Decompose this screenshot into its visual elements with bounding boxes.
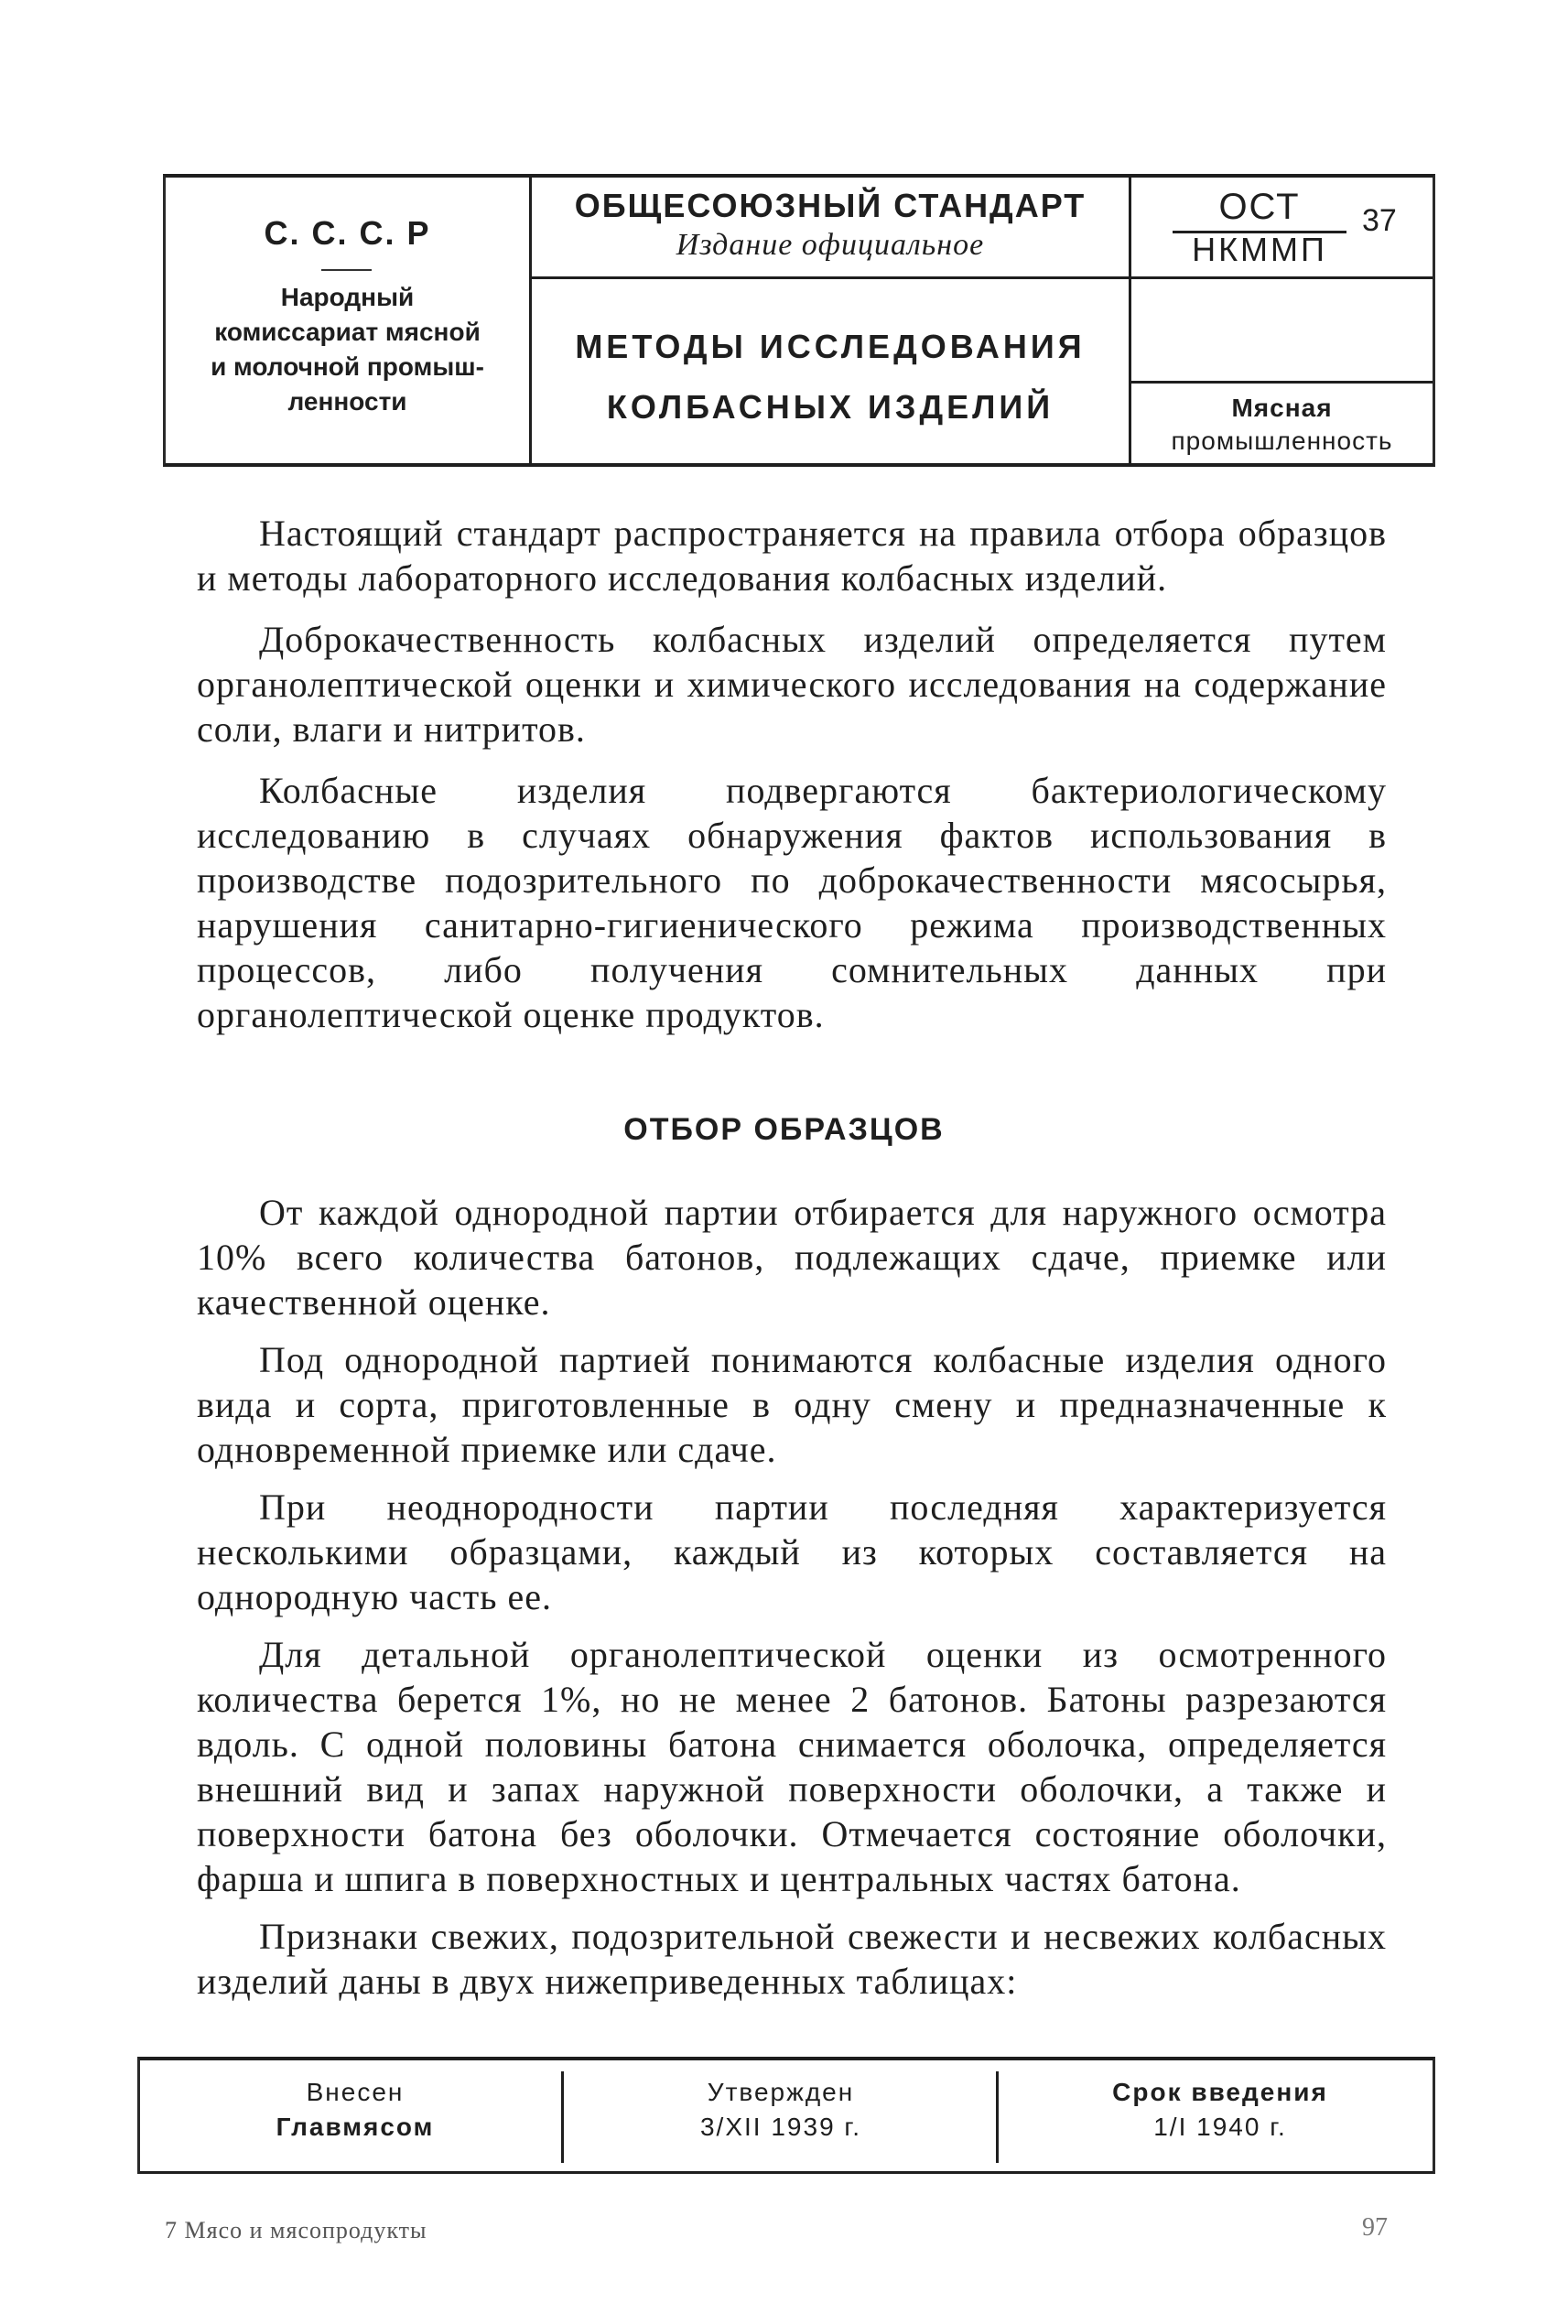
header-divider [1131,381,1433,384]
footer-separator [561,2071,564,2163]
standard-title: ОБЩЕСОЮЗНЫЙ СТАНДАРТ [574,187,1087,224]
page-footer-note: 7 Мясо и мясопродукты [165,2217,427,2243]
header-divider [1131,276,1433,279]
intro-text [197,511,1387,1054]
footer-table [137,2057,1435,2174]
standard-number: 37 [1362,203,1397,238]
paragraph: Для детальной органолептической оценки из осмотренного количества берется 1%, но не менее 2 батонов. Батоны разрезаются вдоль. С одной половины батона снимается оболочка, определяется внешний вид и запах наружной поверхности оболочки, а также и поверхности батона без оболочки. Отмечается состояние оболочки, фарша и шпига в поверхностных и центральных частях батона. [197,1634,1387,1899]
paragraph: Признаки свежих, подозрительной свежести и несвежих колбасных изделий даны в двух нижеприведенных таблицах: [197,1916,1387,2002]
country-label: С. С. С. Р [264,214,431,252]
ost-label: ОСТ [1218,187,1301,227]
nkmmp-label: НКММП [1192,231,1327,268]
commissariat-line: комиссариат мясной [214,318,481,346]
paragraph: Настоящий стандарт распространяется на правила отбора образцов и методы лабораторного исследования колбасных изделий. [197,513,1387,599]
effective-label: Срок введения [1112,2078,1328,2106]
submitted-value: Главмясом [276,2113,435,2141]
effective-cell [1019,2075,1422,2145]
commissariat-label [175,280,520,419]
document-title-line: МЕТОДЫ ИССЛЕДОВАНИЯ [575,328,1086,365]
header-code-cell [1131,178,1433,463]
separator-dash [321,269,372,271]
paragraph: Под однородной партией понимаются колбасные изделия одного вида и сорта, приготовленные в одну смену и предназначенные к одновременной приемке или сдаче. [197,1339,1387,1470]
edition-label: Издание официальное [676,228,985,262]
footer-separator [996,2071,999,2163]
approved-label: Утвержден [707,2078,855,2106]
header-issuer-cell [166,178,532,463]
commissariat-line: ленности [287,387,407,416]
section-text [197,1190,1387,2016]
submitted-label: Внесен [306,2078,405,2106]
commissariat-line: Народный [280,283,415,311]
header-title-cell [532,178,1131,463]
section-heading: ОТБОР ОБРАЗЦОВ [623,1112,945,1147]
document-title [532,317,1129,438]
effective-value: 1/I 1940 г. [1153,2113,1287,2141]
industry-line: промышленность [1171,427,1393,455]
page-number: 97 [1362,2213,1388,2242]
header-table [163,174,1435,467]
header-divider [532,276,1129,279]
document-title-line: КОЛБАСНЫХ ИЗДЕЛИЙ [606,388,1054,426]
paragraph: При неоднородности партии последняя характеризуется несколькими образцами, каждый из которых составляется на однородную часть ее. [197,1486,1387,1617]
industry-line: Мясная [1231,394,1333,422]
industry-label [1131,392,1433,458]
approved-value: 3/XII 1939 г. [699,2113,861,2141]
paragraph: Доброкачественность колбасных изделий определяется путем органолептической оценки и химического исследования на содержание соли, влаги и нитритов. [197,619,1387,750]
approved-cell [589,2075,973,2145]
paragraph: От каждой однородной партии отбирается для наружного осмотра 10% всего количества батонов, подлежащих сдаче, приемке или качественной оценке. [197,1192,1387,1323]
paragraph: Колбасные изделия подвергаются бактериологическому исследованию в случаях обнаружения фактов использования в производстве подозрительного по доброкачественности мясосырья, нарушения санитарно-гигиенического режима производственных процессов, либо получения сомнительных данных при органолептической оценке продуктов. [197,770,1387,1035]
submitted-cell [177,2075,534,2145]
commissariat-line: и молочной промыш- [211,352,484,381]
